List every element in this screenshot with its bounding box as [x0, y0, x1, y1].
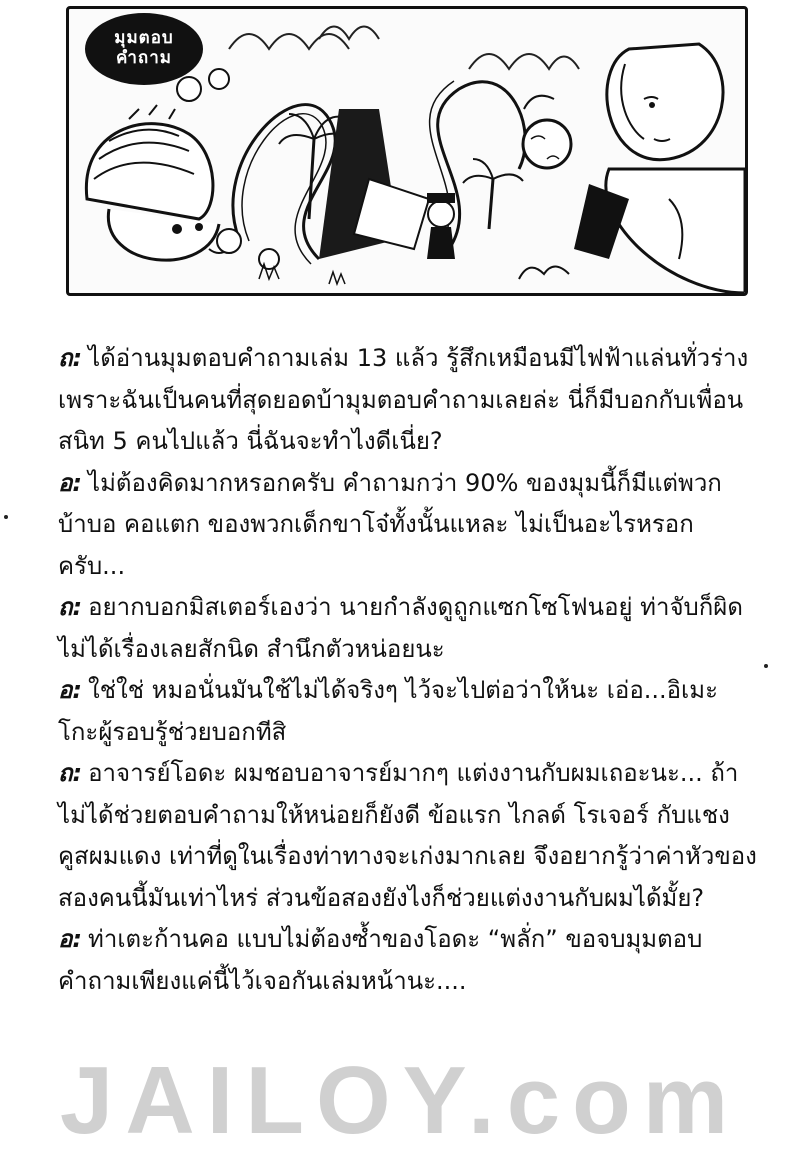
site-watermark: JAILOY.com — [59, 1047, 741, 1154]
question-text: อยากบอกมิสเตอร์เองว่า นายกำลังดูถูกแซกโซโฟนอยู่ ท่าจับก็ผิดไม่ได้เรื่องเลยสักนิด สำนึกตัวหน่อยนะ — [58, 593, 743, 663]
answer-label: อ: — [58, 468, 83, 497]
question-text: ได้อ่านมุมตอบคำถามเล่ม 13 แล้ว รู้สึกเหมือนมีไฟฟ้าแล่นทั่วร่าง เพราะฉันเป็นคนที่สุดยอดบ้ามุมตอบคำถามเลยล่ะ นี่ก็มีบอกกับเพื่อนสนิท 5 คนไปแล้ว นี่ฉันจะทำไงดีเนี่ย? — [58, 344, 749, 455]
qa-section — [58, 338, 758, 1002]
answer-label: อ: — [58, 676, 83, 704]
question-label: ถ: — [58, 344, 83, 372]
qa-entry — [58, 753, 758, 919]
qa-entry — [58, 463, 758, 588]
qa-entry — [58, 338, 758, 463]
section-badge — [85, 13, 203, 85]
badge-line1: มุมตอบ — [114, 28, 174, 49]
scan-speck — [764, 664, 768, 668]
answer-text: ใช่ใช่ หมอนั่นมันใช้ไม่ได้จริงๆ ไว้จะไปต่อว่าให้นะ เอ่อ...อิเมะโกะผู้รอบรู้ช่วยบอกทีสิ — [58, 676, 718, 746]
answer-label: อ: — [58, 925, 83, 953]
question-text: อาจารย์โอดะ ผมชอบอาจารย์มากๆ แต่งงานกับผมเถอะนะ... ถ้าไม่ได้ช่วยตอบคำถามให้หน่อยก็ยังดี ข้อแรก ไกลด์ โรเจอร์ กับแชงคูสผมแดง เท่าที่ดูในเรื่องท่าทางจะเก่งมากเลย จึงอยากรู้ว่าค่าหัวของสองคนนี้มันเท่าไหร่ ส่วนข้อสองยังไงก็ช่วยแต่งงานกับผมได้มั้ย? — [58, 759, 757, 912]
badge-line2: คำถาม — [116, 48, 172, 68]
question-label: ถ: — [58, 593, 83, 621]
header-illustration — [66, 6, 748, 296]
qa-entry — [58, 670, 758, 753]
answer-text: ท่าเตะก้านคอ แบบไม่ต้องซ้ำของโอดะ “พลั่ก” ขอจบมุมตอบคำถามเพียงแค่นี้ไว้เจอกันเล่มหน้านะ.... — [58, 925, 703, 995]
qa-entry — [58, 919, 758, 1002]
question-label: ถ: — [58, 759, 83, 787]
qa-entry — [58, 587, 758, 670]
answer-text: ไม่ต้องคิดมากหรอกครับ คำถามกว่า 90% ของมุมนี้ก็มีแต่พวก บ้าบอ คอแตก ของพวกเด็กขาโจ๋ทั้งนั้นแหละ ไม่เป็นอะไรหรอกครับ... — [58, 468, 722, 580]
scan-speck — [4, 515, 8, 519]
